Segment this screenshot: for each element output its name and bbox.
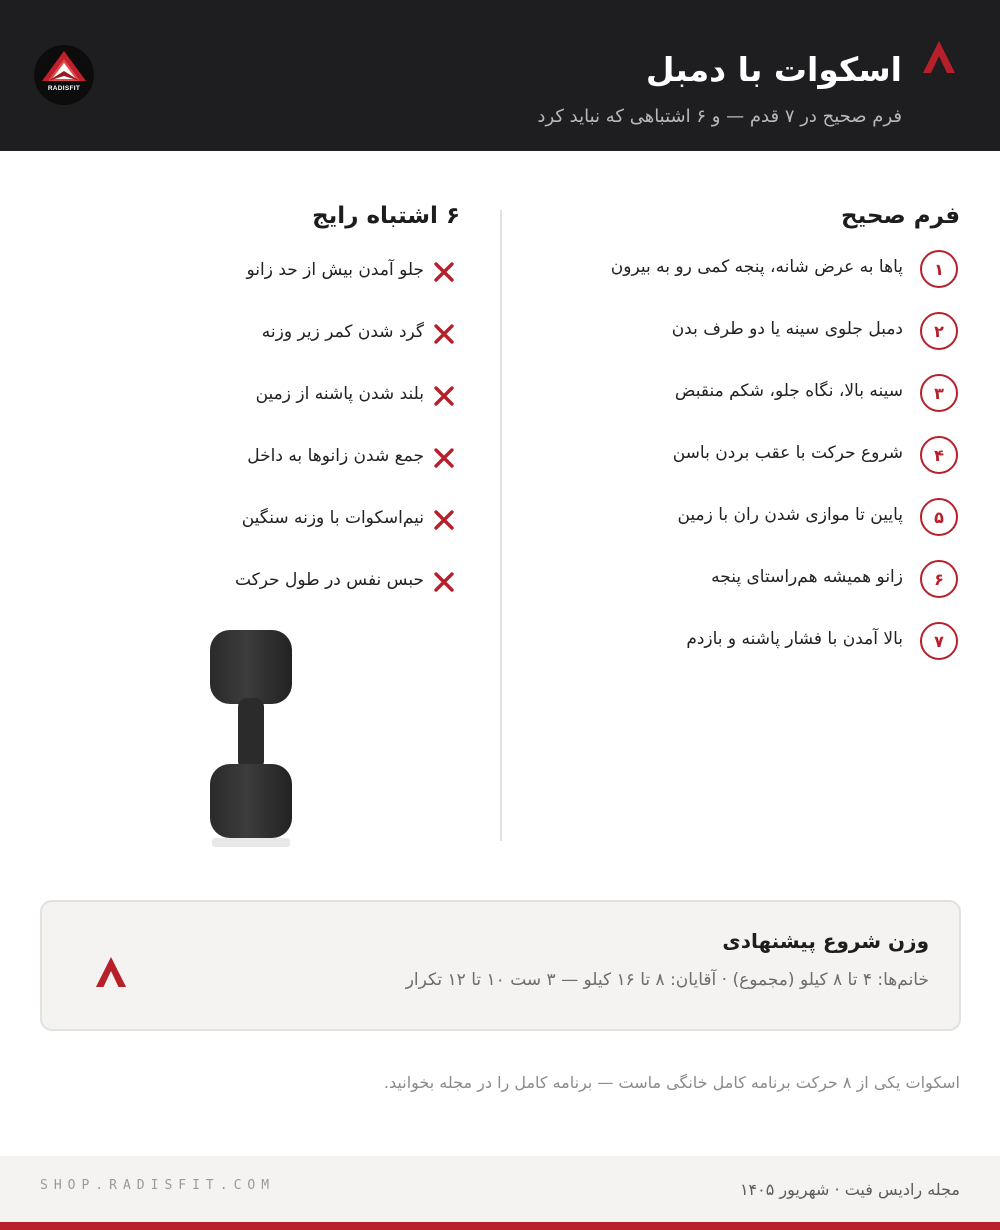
step-text: دمبل جلوی سینه یا دو طرف بدن <box>671 319 903 339</box>
x-mark-icon <box>433 509 455 531</box>
card-title: وزن شروع پیشنهادی <box>722 929 929 953</box>
mistake-text: بلند شدن پاشنه از زمین <box>255 384 424 404</box>
card-body: خانم‌ها: ۴ تا ۸ کیلو (مجموع) · آقایان: ۸ تا ۱۶ کیلو — ۳ ست ۱۰ تا ۱۲ تکرار <box>405 970 929 990</box>
step-number-badge: ۷ <box>920 622 958 660</box>
step-text: پایین تا موازی شدن ران با زمین <box>677 505 903 525</box>
x-mark-icon <box>433 447 455 469</box>
step-number-badge: ۳ <box>920 374 958 412</box>
mistake-text: حبس نفس در طول حرکت <box>234 570 424 590</box>
mistake-item <box>35 258 455 286</box>
step-item <box>538 250 958 288</box>
mistake-text: گرد شدن کمر زیر وزنه <box>261 322 424 342</box>
step-number-badge: ۲ <box>920 312 958 350</box>
radisfit-mark-icon <box>95 956 127 988</box>
step-item <box>538 374 958 412</box>
radisfit-mark-icon <box>922 40 956 74</box>
mistake-text: نیم‌اسکوات با وزنه سنگین <box>241 508 424 528</box>
page-title: اسکوات با دمبل <box>645 50 902 89</box>
x-mark-icon <box>433 385 455 407</box>
mistakes-title: ۶ اشتباه رایج <box>312 203 460 229</box>
step-item <box>538 560 958 598</box>
page-subtitle: فرم صحیح در ۷ قدم — و ۶ اشتباهی که نباید کرد <box>537 106 902 127</box>
footer-issue: مجله رادیس فیت · شهریور ۱۴۰۵ <box>739 1180 960 1199</box>
step-text: زانو همیشه هم‌راستای پنجه <box>711 567 903 587</box>
mistake-item <box>35 382 455 410</box>
step-text: پاها به عرض شانه، پنجه کمی رو به بیرون <box>610 257 903 277</box>
logo-text: RADISFIT <box>47 85 81 92</box>
mistake-item <box>35 506 455 534</box>
step-item <box>538 436 958 474</box>
program-note: اسکوات یکی از ۸ حرکت برنامه کامل خانگی ماست — برنامه کامل را در مجله بخوانید. <box>383 1073 960 1092</box>
step-item <box>538 312 958 350</box>
step-number-badge: ۴ <box>920 436 958 474</box>
footer-accent-bar <box>0 1222 1000 1230</box>
recommended-weight-card <box>40 900 961 1031</box>
x-mark-icon <box>433 261 455 283</box>
radisfit-logo[interactable] <box>34 45 94 105</box>
footer-site-link[interactable]: SHOP.RADISFIT.COM <box>40 1178 276 1193</box>
step-text: شروع حرکت با عقب بردن باسن <box>672 443 903 463</box>
step-number-badge: ۵ <box>920 498 958 536</box>
mistake-text: جمع شدن زانوها به داخل <box>247 446 424 466</box>
step-number-badge: ۶ <box>920 560 958 598</box>
header <box>0 0 1000 151</box>
step-text: بالا آمدن با فشار پاشنه و بازدم <box>686 629 903 649</box>
mistake-item <box>35 320 455 348</box>
step-number-badge: ۱ <box>920 250 958 288</box>
logo-peak-icon <box>34 45 94 105</box>
mistake-item <box>35 568 455 596</box>
step-item <box>538 622 958 660</box>
mistake-text: جلو آمدن بیش از حد زانو <box>246 260 424 280</box>
column-divider <box>500 210 502 841</box>
x-mark-icon <box>433 323 455 345</box>
footer <box>0 1156 1000 1222</box>
mistake-item <box>35 444 455 472</box>
x-mark-icon <box>433 571 455 593</box>
step-text: سینه بالا، نگاه جلو، شکم منقبض <box>674 381 903 401</box>
step-item <box>538 498 958 536</box>
dumbbell-image <box>206 630 296 850</box>
correct-form-title: فرم صحیح <box>841 203 960 229</box>
